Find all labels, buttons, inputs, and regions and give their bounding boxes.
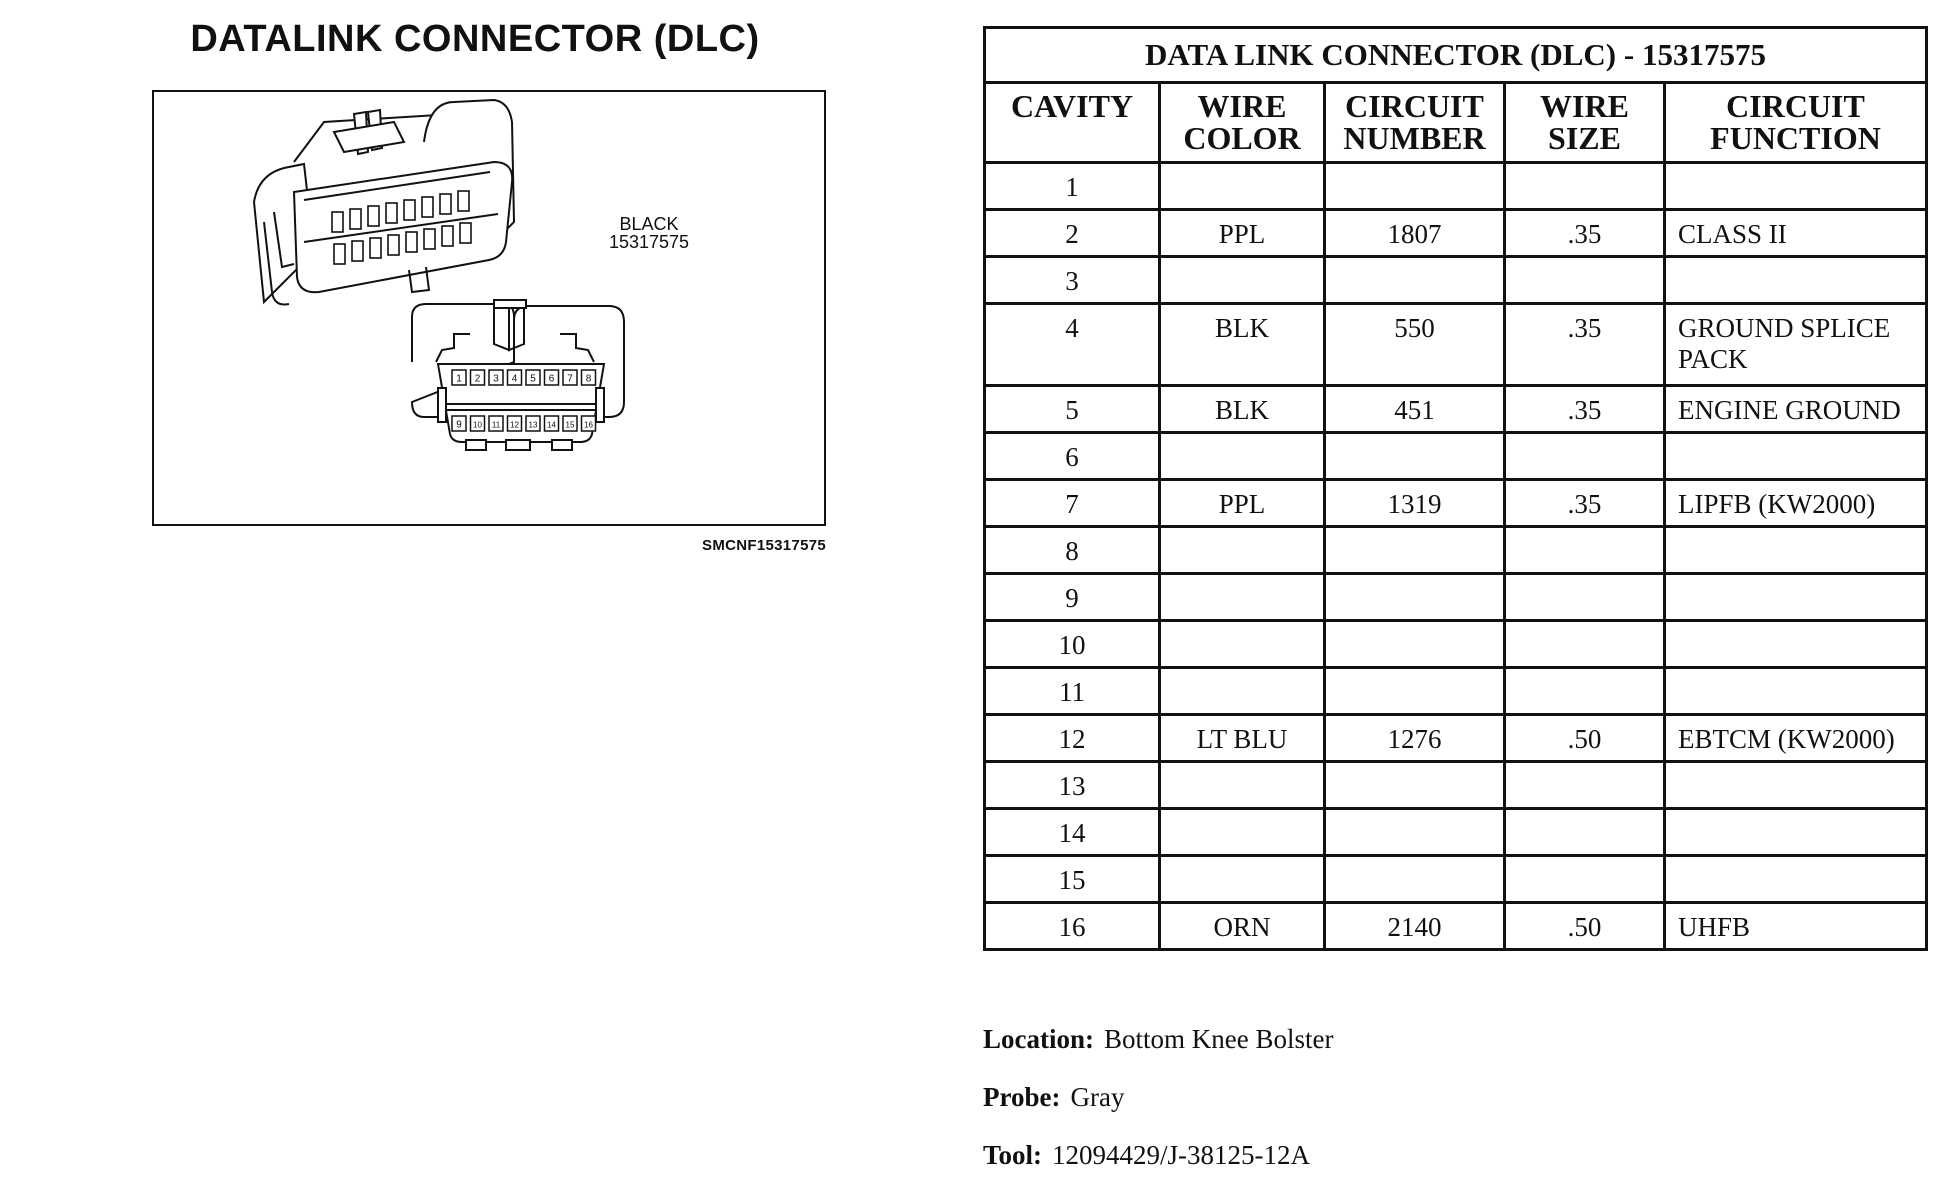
wire-color-cell: PPL xyxy=(1160,480,1325,527)
circuit-function-cell xyxy=(1665,574,1927,621)
circuit-number-cell xyxy=(1325,762,1505,809)
table-body xyxy=(985,163,1927,950)
circuit-number-cell xyxy=(1325,163,1505,210)
circuit-function-cell: LIPFB (KW2000) xyxy=(1665,480,1927,527)
table-row xyxy=(985,480,1927,527)
circuit-function-cell xyxy=(1665,257,1927,304)
wire-size-cell xyxy=(1505,621,1665,668)
table-caption: DATA LINK CONNECTOR (DLC) - 15317575 xyxy=(985,28,1927,83)
table-row xyxy=(985,257,1927,304)
table-row xyxy=(985,304,1927,386)
connector-iso-view xyxy=(254,100,514,305)
table-row xyxy=(985,433,1927,480)
header-circuit-number: CIRCUIT NUMBER xyxy=(1325,83,1505,163)
cavity-cell: 5 xyxy=(985,386,1160,433)
cavity-cell: 13 xyxy=(985,762,1160,809)
cavity-cell: 10 xyxy=(985,621,1160,668)
wire-size-cell: .35 xyxy=(1505,304,1665,386)
location-value: Bottom Knee Bolster xyxy=(1104,1024,1334,1054)
pin-number-label: 9 xyxy=(456,419,462,431)
circuit-number-cell: 1807 xyxy=(1325,210,1505,257)
pin-number-label: 3 xyxy=(493,373,499,385)
table-row xyxy=(985,621,1927,668)
probe-label: Probe: xyxy=(983,1082,1061,1112)
wire-color-cell: ORN xyxy=(1160,903,1325,950)
circuit-number-cell xyxy=(1325,668,1505,715)
connector-notes xyxy=(983,1024,1923,1198)
wire-size-cell xyxy=(1505,433,1665,480)
cavity-cell: 2 xyxy=(985,210,1160,257)
circuit-function-cell xyxy=(1665,527,1927,574)
wire-color-cell xyxy=(1160,762,1325,809)
cavity-cell: 8 xyxy=(985,527,1160,574)
wire-size-cell xyxy=(1505,668,1665,715)
dlc-table-container xyxy=(983,26,1925,951)
circuit-number-cell xyxy=(1325,574,1505,621)
wire-size-cell: .35 xyxy=(1505,210,1665,257)
table-row xyxy=(985,668,1927,715)
table-row xyxy=(985,163,1927,210)
wire-size-cell xyxy=(1505,809,1665,856)
wire-color-cell xyxy=(1160,257,1325,304)
header-wire-size: WIRE SIZE xyxy=(1505,83,1665,163)
wire-size-cell xyxy=(1505,527,1665,574)
circuit-function-cell xyxy=(1665,762,1927,809)
cavity-cell: 3 xyxy=(985,257,1160,304)
cavity-cell: 6 xyxy=(985,433,1160,480)
table-row xyxy=(985,762,1927,809)
circuit-number-cell xyxy=(1325,257,1505,304)
header-circuit-function: CIRCUIT FUNCTION xyxy=(1665,83,1927,163)
cavity-cell: 15 xyxy=(985,856,1160,903)
wire-size-cell xyxy=(1505,856,1665,903)
connector-figure xyxy=(152,90,826,526)
pin-number-label: 16 xyxy=(584,420,593,430)
circuit-function-cell xyxy=(1665,621,1927,668)
cavity-cell: 12 xyxy=(985,715,1160,762)
wire-color-cell: BLK xyxy=(1160,304,1325,386)
circuit-function-cell: UHFB xyxy=(1665,903,1927,950)
circuit-number-cell: 550 xyxy=(1325,304,1505,386)
pin-number-label: 8 xyxy=(585,373,592,385)
tool-label: Tool: xyxy=(983,1140,1043,1170)
location-label: Location: xyxy=(983,1024,1094,1054)
wire-color-cell xyxy=(1160,527,1325,574)
tool-note xyxy=(983,1140,1923,1198)
wire-color-cell xyxy=(1160,668,1325,715)
wire-size-cell: .50 xyxy=(1505,715,1665,762)
tool-value: 12094429/J-38125-12A xyxy=(1052,1140,1311,1170)
circuit-number-cell: 1276 xyxy=(1325,715,1505,762)
figure-title: DATALINK CONNECTOR (DLC) xyxy=(190,18,760,60)
circuit-function-cell xyxy=(1665,163,1927,210)
table-row xyxy=(985,527,1927,574)
wire-size-cell xyxy=(1505,762,1665,809)
wire-color-cell xyxy=(1160,856,1325,903)
wire-color-cell: LT BLU xyxy=(1160,715,1325,762)
circuit-number-cell xyxy=(1325,856,1505,903)
table-row xyxy=(985,903,1927,950)
wire-color-cell: BLK xyxy=(1160,386,1325,433)
circuit-function-cell xyxy=(1665,433,1927,480)
dlc-table xyxy=(983,26,1928,951)
pin-number-label: 5 xyxy=(530,373,536,385)
cavity-cell: 16 xyxy=(985,903,1160,950)
wire-color-cell xyxy=(1160,433,1325,480)
figure-id: SMCNF15317575 xyxy=(702,537,826,554)
table-header-row xyxy=(985,83,1927,163)
table-row xyxy=(985,574,1927,621)
circuit-function-cell: CLASS II xyxy=(1665,210,1927,257)
wire-size-cell: .50 xyxy=(1505,903,1665,950)
wire-size-cell xyxy=(1505,163,1665,210)
circuit-number-cell xyxy=(1325,621,1505,668)
table-row xyxy=(985,386,1927,433)
wire-size-cell xyxy=(1505,257,1665,304)
pin-number-label: 6 xyxy=(548,373,555,385)
wire-color-cell xyxy=(1160,163,1325,210)
cavity-cell: 9 xyxy=(985,574,1160,621)
cavity-cell: 7 xyxy=(985,480,1160,527)
location-note xyxy=(983,1024,1923,1082)
circuit-number-cell: 1319 xyxy=(1325,480,1505,527)
circuit-number-cell: 2140 xyxy=(1325,903,1505,950)
header-wire-color: WIRE COLOR xyxy=(1160,83,1325,163)
pin-number-label: 15 xyxy=(565,420,575,430)
circuit-function-cell: ENGINE GROUND xyxy=(1665,386,1927,433)
wire-color-cell xyxy=(1160,809,1325,856)
connector-drawing xyxy=(154,92,824,524)
wire-size-cell: .35 xyxy=(1505,480,1665,527)
cavity-cell: 14 xyxy=(985,809,1160,856)
header-cavity: CAVITY xyxy=(985,83,1160,163)
circuit-number-cell xyxy=(1325,433,1505,480)
pin-number-label: 12 xyxy=(510,420,519,430)
pin-number-label: 2 xyxy=(474,373,481,385)
pin-number-label: 1 xyxy=(456,373,462,385)
probe-note xyxy=(983,1082,1923,1140)
wire-size-cell xyxy=(1505,574,1665,621)
wire-color-cell xyxy=(1160,621,1325,668)
table-row xyxy=(985,210,1927,257)
circuit-function-cell: EBTCM (KW2000) xyxy=(1665,715,1927,762)
pin-number-label: 14 xyxy=(547,420,556,430)
table-row xyxy=(985,809,1927,856)
pin-number-label: 13 xyxy=(528,420,538,430)
circuit-function-cell xyxy=(1665,856,1927,903)
pin-number-label: 11 xyxy=(491,420,501,430)
connector-part-number-label: 15317575 xyxy=(608,232,690,252)
probe-value: Gray xyxy=(1070,1082,1125,1112)
wire-size-cell: .35 xyxy=(1505,386,1665,433)
pin-number-label: 10 xyxy=(473,420,482,430)
table-row xyxy=(985,856,1927,903)
pin-number-label: 4 xyxy=(511,373,518,385)
connector-color-label: BLACK xyxy=(619,214,679,234)
cavity-cell: 1 xyxy=(985,163,1160,210)
pin-number-label: 7 xyxy=(567,373,573,385)
circuit-function-cell xyxy=(1665,668,1927,715)
circuit-function-cell: GROUND SPLICE PACK xyxy=(1665,304,1927,386)
circuit-number-cell xyxy=(1325,527,1505,574)
wire-color-cell: PPL xyxy=(1160,210,1325,257)
cavity-cell: 4 xyxy=(985,304,1160,386)
circuit-function-cell xyxy=(1665,809,1927,856)
cavity-cell: 11 xyxy=(985,668,1160,715)
table-row xyxy=(985,715,1927,762)
circuit-number-cell: 451 xyxy=(1325,386,1505,433)
wire-color-cell xyxy=(1160,574,1325,621)
circuit-number-cell xyxy=(1325,809,1505,856)
